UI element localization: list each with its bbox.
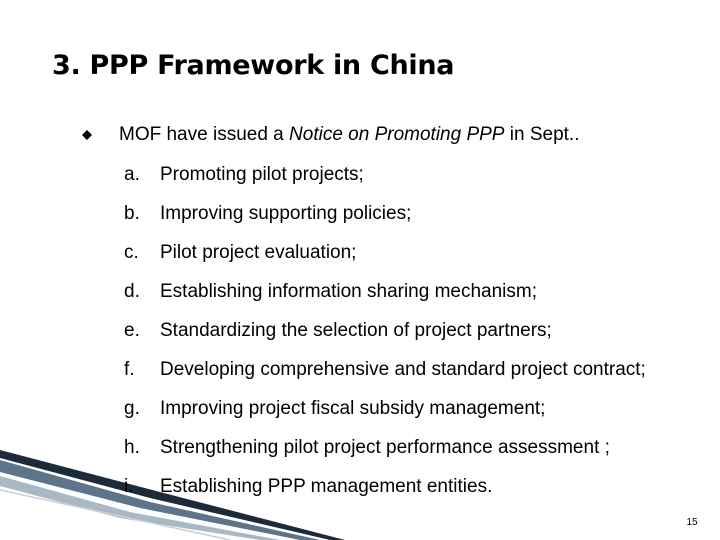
item-text: Pilot project evaluation; — [160, 242, 357, 263]
item-marker: e. — [124, 320, 140, 341]
page-number: 15 — [686, 517, 698, 528]
item-text: Standardizing the selection of project partners; — [160, 320, 552, 341]
main-bullet-text — [119, 124, 579, 146]
item-marker: h. — [124, 437, 140, 458]
item-text: Establishing information sharing mechanism; — [160, 281, 538, 302]
item-text: Improving project fiscal subsidy management; — [160, 398, 546, 419]
slide-title: 3. PPP Framework in China — [52, 50, 455, 81]
item-marker: a. — [124, 164, 140, 185]
item-text: Improving supporting policies; — [160, 203, 412, 224]
bullet-prefix: MOF have issued a — [119, 124, 290, 145]
item-marker: f. — [124, 359, 135, 380]
item-text: Strengthening pilot project performance assessment ; — [160, 437, 610, 458]
notice-title: Notice on Promoting PPP — [289, 124, 505, 145]
diamond-bullet-icon — [82, 130, 92, 140]
item-text: Establishing PPP management entities. — [160, 476, 493, 497]
item-marker: i. — [124, 476, 134, 497]
item-marker: c. — [124, 242, 139, 263]
item-text: Developing comprehensive and standard project contract; — [160, 359, 646, 380]
bullet-suffix: in Sept.. — [504, 124, 580, 145]
item-marker: d. — [124, 281, 140, 302]
item-text: Promoting pilot projects; — [160, 164, 364, 185]
item-marker: b. — [124, 203, 140, 224]
item-marker: g. — [124, 398, 140, 419]
